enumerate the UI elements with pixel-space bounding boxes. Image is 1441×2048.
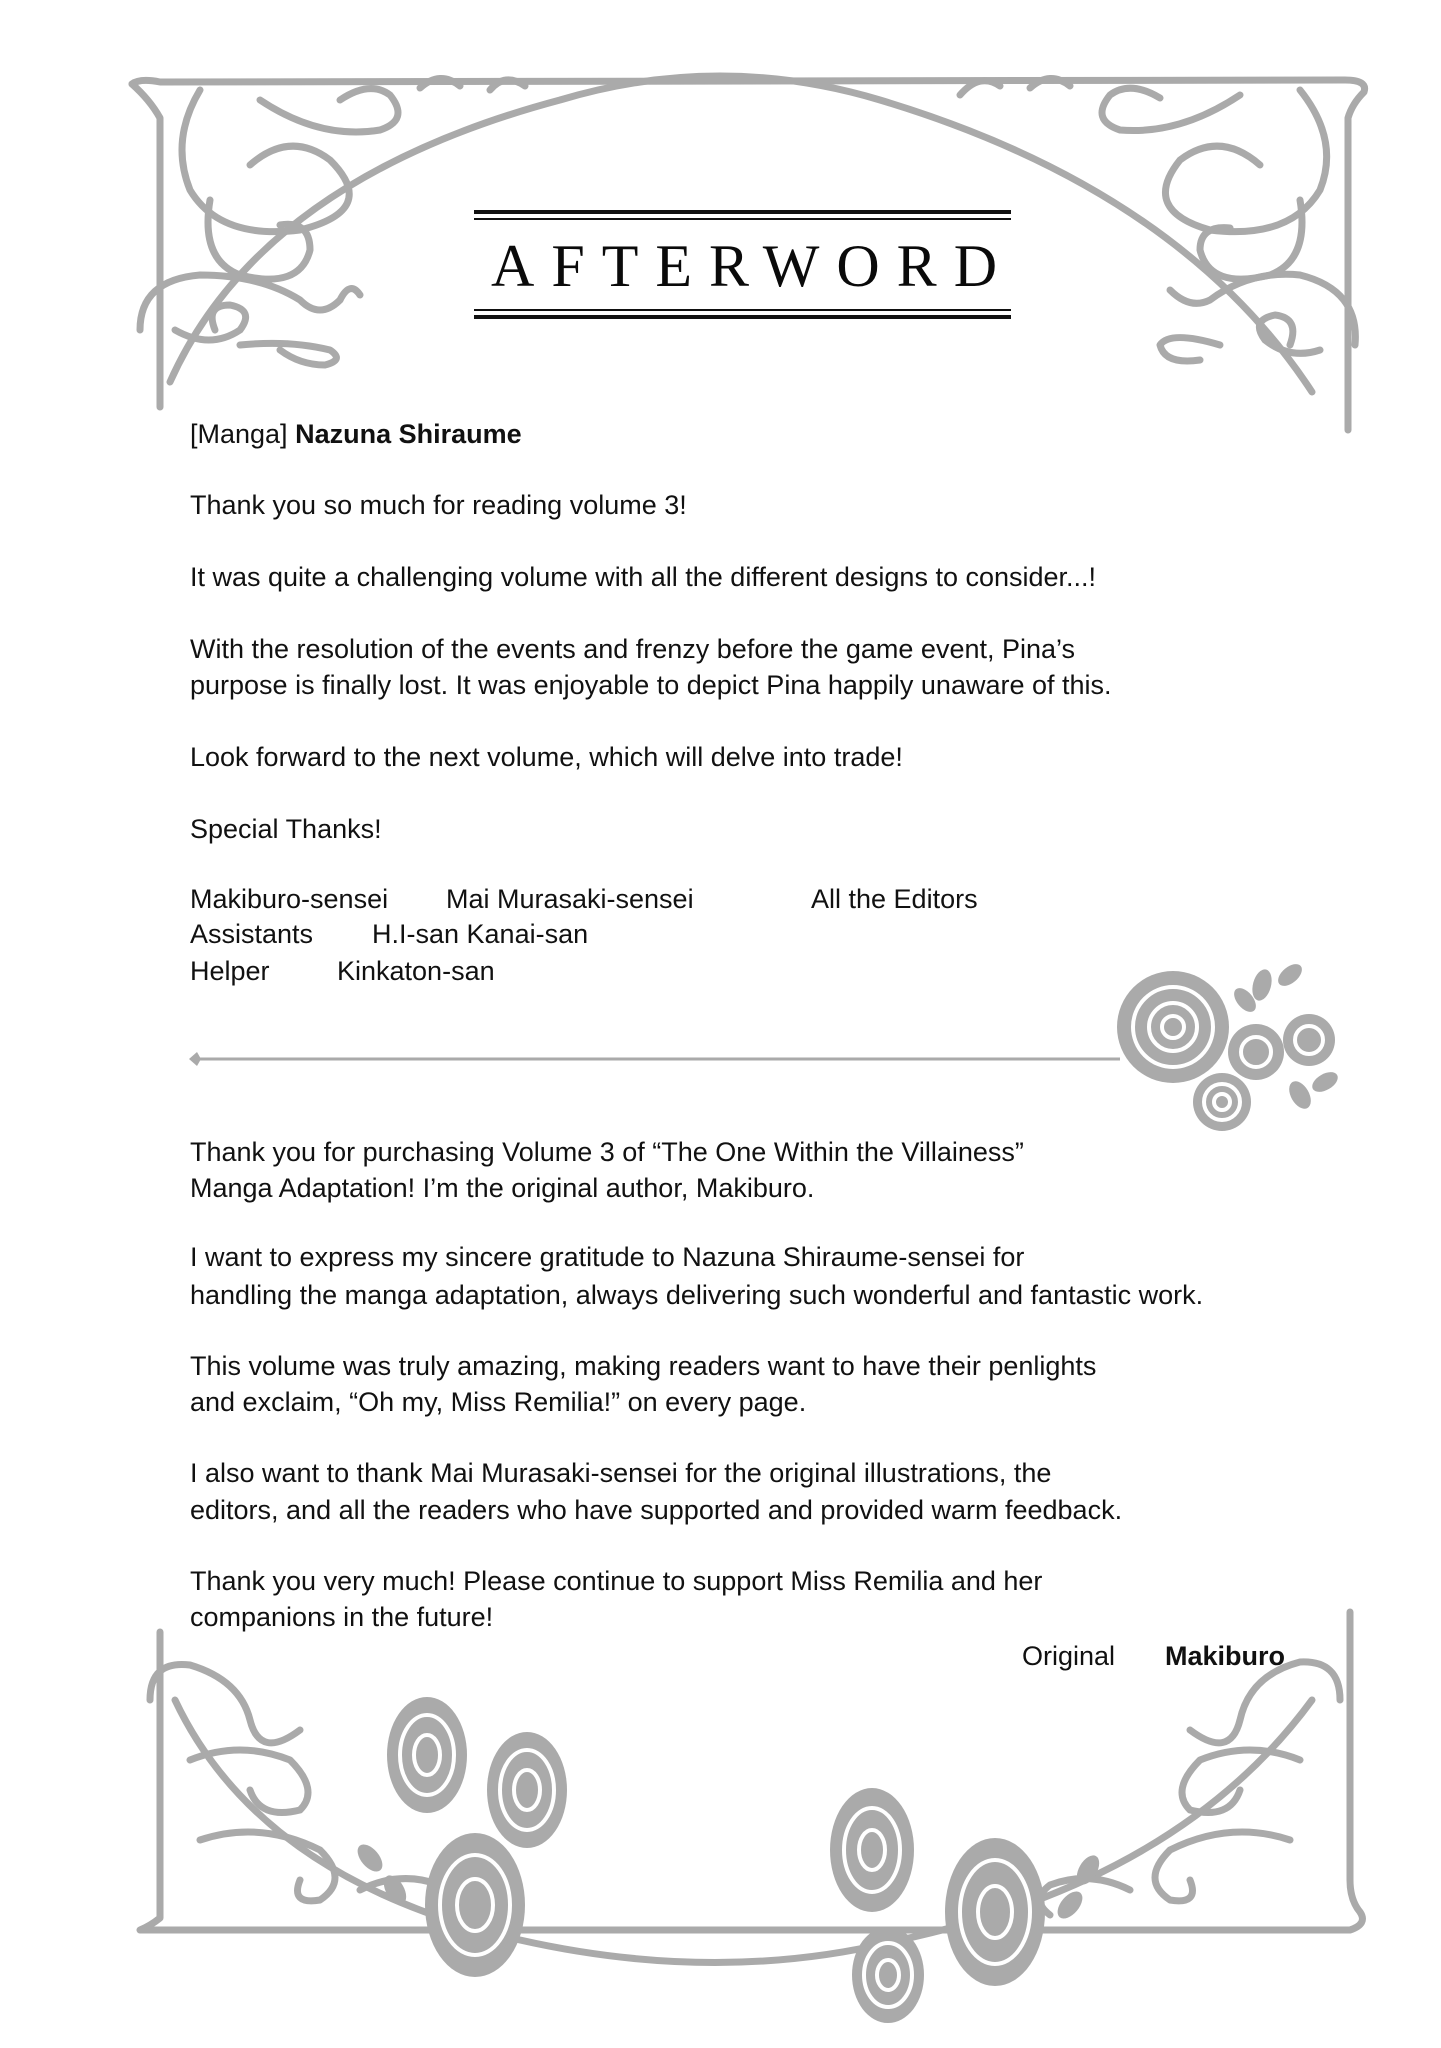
rose-cluster-bottom-right — [830, 1788, 1104, 2023]
paragraph: This volume was truly amazing, making readers want to have their penlights — [190, 1351, 1097, 1381]
paragraph: Look forward to the next volume, which will delve into trade! — [190, 742, 903, 772]
credit-assistants-label: Assistants — [190, 919, 314, 949]
paragraph: editors, and all the readers who have supported and provided warm feedback. — [190, 1495, 1123, 1525]
title-rule-bottom-thin — [474, 309, 1011, 311]
title-rule-top-thick — [474, 210, 1011, 214]
title-rule-top-thin — [474, 218, 1011, 220]
paragraph: Thank you very much! Please continue to support Miss Remilia and her — [190, 1566, 1043, 1596]
paragraph: Manga Adaptation! I’m the original author, Makiburo. — [190, 1173, 815, 1203]
signature-name: Makiburo — [1165, 1641, 1286, 1671]
title-block — [474, 208, 1015, 320]
paragraph: purpose is finally lost. It was enjoyable to depict Pina happily unaware of this. — [190, 670, 1112, 700]
credit-helper: Kinkaton-san — [337, 956, 495, 986]
paragraph: I also want to thank Mai Murasaki-sensei for the original illustrations, the — [190, 1458, 1052, 1488]
credit-assistants: H.I-san Kanai-san — [372, 919, 589, 949]
credit-helper-label: Helper — [190, 956, 270, 986]
paragraph: I want to express my sincere gratitude to Nazuna Shiraume-sensei for — [190, 1242, 1025, 1272]
divider-arrow-icon — [189, 1052, 201, 1066]
paragraph: It was quite a challenging volume with all the different designs to consider...! — [190, 562, 1097, 592]
paragraph: companions in the future! — [190, 1602, 494, 1632]
paragraph: With the resolution of the events and frenzy before the game event, Pina’s — [190, 634, 1076, 664]
heading-name: Nazuna Shiraume — [295, 419, 522, 449]
signature-role: Original — [1022, 1641, 1116, 1671]
paragraph: and exclaim, “Oh my, Miss Remilia!” on every page. — [190, 1387, 807, 1417]
credit-makiburo: Makiburo-sensei — [190, 884, 389, 914]
rose-cluster-bottom-left — [353, 1697, 567, 1977]
paragraph: Thank you for purchasing Volume 3 of “The One Within the Villainess” — [190, 1137, 1024, 1167]
credit-editors: All the Editors — [811, 884, 978, 914]
paragraph: Thank you so much for reading volume 3! — [190, 490, 687, 520]
title-rule-bottom-thick — [474, 315, 1011, 319]
paragraph: handling the manga adaptation, always delivering such wonderful and fantastic work. — [190, 1280, 1204, 1310]
section1-heading — [190, 419, 522, 449]
page-title: AFTERWORD — [491, 233, 1015, 299]
paragraph: Special Thanks! — [190, 814, 382, 844]
heading-prefix: [Manga] — [190, 419, 288, 449]
credit-murasaki: Mai Murasaki-sensei — [446, 884, 694, 914]
